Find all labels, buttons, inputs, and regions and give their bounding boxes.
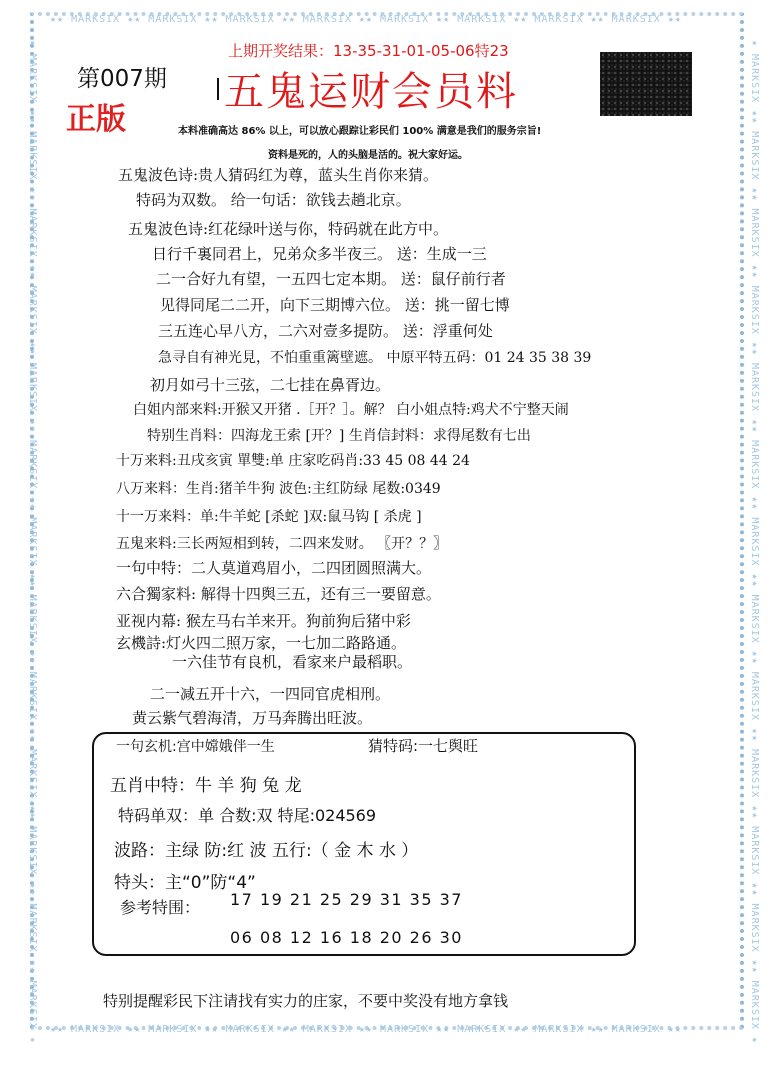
text-line: 特别生肖料：四海龙王索 [开？] 生肖信封料：求得尾数有七出: [147, 428, 531, 444]
luck-note: 资料是死的，人的头脑是活的。祝大家好运。: [268, 150, 468, 161]
page-title: 五鬼运财会员料: [224, 69, 518, 115]
accuracy-note: 本料准确高达 86% 以上，可以放心跟踪让彩民们 100% 满意是我们的服务宗旨!: [178, 126, 542, 137]
special-guess: 猜特码:一七舆旺: [368, 737, 479, 755]
title-divider: [217, 78, 219, 100]
text-line: 日行千裏同君上，兄弟众多半夜三。 送：生成一三: [152, 245, 487, 263]
text-line: 五鬼波色诗:红花绿叶送与你，特码就在此方中。: [128, 220, 449, 238]
text-line: 见得同尾二二开，向下三期博六位。 送：挑一留七博: [160, 296, 510, 314]
text-line: 玄機詩:灯火四二照万家，一七加二路路通。: [116, 634, 407, 652]
watermark-bottom: ★★ MARKSIX ★★ MARKSIX ★★ MARKSIX ★★ MARKSIX ★★ MARKSIX ★★ MARKSIX ★★ MARKSIX ★★ MARKSIX ★★: [50, 1024, 682, 1035]
previous-result: 上期开奖结果：13-35-31-01-05-06特23: [228, 42, 509, 60]
head-line: 特头：主“0”防“4”: [114, 873, 256, 893]
text-line: 三五连心早八方，二六对壹多提防。 送：浮重何处: [158, 322, 493, 340]
reference-row-2: 06 08 12 16 18 20 26 30: [230, 928, 463, 947]
watermark-right: ★ MARKSIX ★★ MARKSIX ★★ MARKSIX ★★ MARKSIX ★★ MARKSIX ★★ MARKSIX ★★ MARKSIX ★★ MARKSIX ★★ MARKSIX ★★ MARKSIX ★★ MARKSIX ★★ MARKSIX ★★ MARKSIX ★: [749, 40, 760, 1044]
five-zodiac-line: 五肖中特：牛 羊 狗 兔 龙: [110, 776, 302, 796]
riddle-line: 一句玄机:宫中嫦娥伴一生: [116, 739, 275, 755]
text-line: 白姐内部来料:开猴又开猪 .［开？］。解？ 白小姐点特:鸡犬不宁整天闹: [133, 402, 569, 418]
text-line: 初月如弓十三弦，二七挂在鼻胥边。: [150, 376, 391, 394]
reference-label: 参考特围：: [120, 898, 201, 917]
text-line: 十万来料:丑戌亥寅 單雙:单 庄家吃码肖:33 45 08 44 24: [116, 453, 470, 469]
issue-number: 第007期: [77, 66, 167, 92]
text-line: 六合獨家料: 解得十四舆三五，还有三一要留意。: [116, 585, 441, 603]
text-line: 一句中特：二人莫道鸡眉小，二四团圆照满大。: [116, 559, 432, 577]
text-line: 五鬼来料:三长两短相到转，二四来发财。 〖开？？〗: [116, 536, 448, 552]
reference-row-1: 17 19 21 25 29 31 35 37: [230, 890, 463, 909]
text-line: 急寻自有神光見，不怕重重篱壁遮。 中原平特五码：01 24 35 38 39: [158, 350, 592, 366]
text-line: 二一减五开十六，一四同官虎相刑。: [150, 685, 391, 703]
text-line: 八万来料：生肖:猪羊牛狗 波色:主红防绿 尾数:0349: [116, 481, 441, 497]
genuine-label: 正版: [66, 102, 126, 137]
text-line: 一六佳节有良机，看家来户最稻职。: [172, 653, 413, 671]
wave-line: 波路：主绿 防:红 波 五行:（ 金 木 水 ）: [114, 841, 419, 861]
watermark-top: ★★ MARKSIX ★★ MARKSIX ★★ MARKSIX ★★ MARKSIX ★★ MARKSIX ★★ MARKSIX ★★ MARKSIX ★★ MARKSIX ★★: [50, 14, 682, 25]
text-line: 十一万来料：单:牛羊蛇 [杀蛇 ]双:鼠马钩 [ 杀虎 ]: [116, 509, 422, 525]
qr-code-image: [600, 52, 692, 116]
text-line: 五鬼波色诗:贵人猜码红为尊，蓝头生肖你来猜。: [118, 166, 439, 184]
single-double-line: 特码单双：单 合数:双 特尾:024569: [118, 806, 377, 825]
text-line: 特码为双数。 给一句话：欲钱去趟北京。: [136, 191, 411, 209]
text-line: 亚视内幕: 猴左马右羊来开。狗前狗后猪中彩: [116, 612, 411, 630]
text-line: 二一合好九有望，一五四七定本期。 送：鼠仔前行者: [156, 270, 506, 288]
text-line: 黄云紫气碧海清，万马奔腾出旺波。: [132, 709, 373, 727]
footer-reminder: 特别提醒彩民下注请找有实力的庄家，不要中奖没有地方拿钱: [103, 992, 509, 1010]
watermark-left: ★ MARKSIX ★★ MARKSIX ★★ MARKSIX ★★ MARKSIX ★★ MARKSIX ★★ MARKSIX ★★ MARKSIX ★★ MARKSIX ★★ MARKSIX ★★ MARKSIX ★★ MARKSIX ★★ MARKSIX ★★ MARKSIX ★: [27, 40, 38, 1044]
